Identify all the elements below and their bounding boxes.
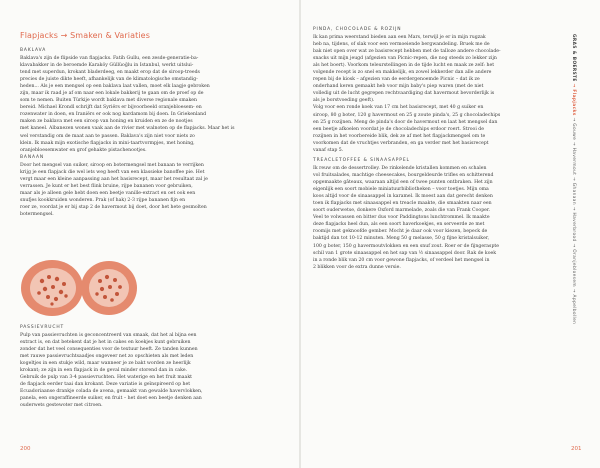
text-line: 2 blikken voor de extra dunne versie. — [313, 264, 401, 270]
page-number-left: 200 — [20, 446, 31, 452]
text-line: panela, een ongeraffineerde suiker, en fruit – het doet een beetje denken aan — [20, 396, 202, 402]
text-line: schil van 1 grote sinaasappel en het sap van ½ sinaasappel door. Rak de koek — [313, 250, 497, 256]
text-line: toen ik flapjacks met sinaasappel en treacle maakte, die smaakten naar een — [313, 201, 492, 207]
section-heading-baklava: BAKLAVA — [20, 48, 47, 53]
text-line: als je borstvoeding geeft). — [313, 98, 375, 104]
text-line: rozenwater in doen, en Iraniërs er ook nog kardamom bij doen. In Griekenland — [20, 112, 207, 118]
passionfruit-half-left — [21, 260, 83, 316]
text-line: roer ze, voordat je er bij stap 2 de havermout bij doet, door het hete gesmolten — [20, 205, 207, 211]
text-line: verrassen. Je kunt er het best flink bruine, rijpe bananen voor gebruiken, — [20, 184, 193, 190]
page-number-right: 201 — [571, 446, 582, 452]
text-line: repen bij de kiosk – afgezien van de eerdergenoemde Picnic – dat ik ze — [313, 77, 480, 83]
text-line: eigenlijk een soort mobiele miniatuurbibliotheken – voor toetjes. Mijn oma — [313, 187, 489, 193]
text-line: de flapjack eerder taai dan krokant. Deze variatie is geïnspireerd op het — [20, 382, 191, 388]
text-line: met kaneel. Albanezen wonen vaak aan de rivier met walnoten op de flapjacks. Maar het is — [20, 126, 235, 132]
text-line: 100 g boter, 150 g havermoutvlokken en een snuf zout. Roer er de fijngeraspte — [313, 243, 500, 249]
text-line: klavabakker in de beroemde Karaköy Güllüoğlu in Istanbul, werkt uitslui- — [20, 63, 194, 69]
page-title: Flapjacks → Smaken & Variaties — [20, 31, 150, 40]
text-line: extract is, en dat betekent dat je het in cakes en koekjes kunt gebruiken — [20, 340, 191, 346]
text-line: koos altijd voor de sinaasappel in karamel. Ik moest aan dat gerecht denken — [313, 194, 493, 200]
text-line: Ecuadoriaanse drankje colada de avena, gemaakt van gewalde havervlokken, — [20, 389, 203, 395]
text-line: klein. Ik maak mijn exotische flapjacks in mini-taartvormpjes, met honing, — [20, 140, 195, 146]
text-line: maar als je alleen gele hebt doen een beetje vanille-extract en oet ook een — [20, 191, 196, 197]
text-line: krijg je een flapjack die wel iets weg heeft van een klassieke banoffee pie. Het — [20, 170, 205, 176]
text-line: wel verstandig om de maat aan te passen. Baklava's zijn niet voor niets zo — [20, 133, 195, 139]
text-line: vol fruitsalades, machtige cheesecakes, bourgeldeurde trifles en schitterend — [313, 173, 494, 179]
text-line: soort ouderwetse, donkere Oxford marmelade, zoals die van Frank Cooper. — [313, 208, 491, 214]
text-line: in a ronde blik van 20 cm voor gewone flapjacks, of verdeel het mengsel in — [313, 257, 490, 263]
text-line: ouderwets gestewoter met citroen. — [20, 403, 103, 409]
text-line: deze flapjacks heel dun, als een soort haverkoekjes, en serveerde ze met — [313, 222, 485, 228]
text-line: som te nemen. Buiten Türkije wordt baklava met diverse regionale smaken — [20, 98, 198, 104]
text-line: Ik reuw om de dessertrolley. De rinkelende kristallen kommen en schalen — [313, 166, 487, 171]
section-heading-treacle: TREACLETOFFEE & SINAASAPPEL — [313, 158, 410, 163]
text-line: Veel te volwassen en bitter dus voor Paddingtons lunchtrommel. Ik maakte — [313, 215, 490, 221]
text-line: botermengsel. — [20, 212, 54, 218]
text-line: vergt maar een kleine aanpassing aan het basisrecept, maar het resultaat zal je — [20, 177, 208, 183]
text-line: onderhand keren gemaakt heb voor mijn baby's piep waren (met de niet — [313, 84, 484, 90]
section-heading-pinda: PINDA, CHOCOLADE & ROZIJN — [313, 27, 402, 32]
section-heading-banaan: BANAAN — [20, 155, 45, 160]
text-line: opgemaakte gâteaux, waaraan altijd een of twee punten ontbraken. Het zijn — [313, 180, 493, 186]
text-line: volledig uit de lucht gegrepen rechtvaardiging dat havermout bevorderlijk is — [313, 91, 495, 97]
text-line: zijn, maar ik raad je af om naar een lokale bakkerij te gaan om de proef op de — [20, 91, 204, 97]
text-line: tend met superdun, krokant bladerdeeg, en maakt erop dat de siroop-treeds — [20, 70, 200, 76]
passionfruit-illustration — [18, 257, 140, 319]
text-line: Ik kan prima weerstand bieden aan een Mars, terwijl je er in mijn rugzak — [313, 35, 486, 40]
text-line: heb na, tijdens, of slak voor een vermoeiende bergwandeling. Bruek me de — [313, 42, 490, 48]
text-line: zonder dat het veel consequenties voor de textuur heeft. Ze tanden kunnen — [20, 347, 198, 353]
section-heading-passievrucht: PASSIEVRUCHT — [20, 325, 65, 330]
text-line: voorkomen dat de vruchtjes verbranden, en ga verder met het basisrecept — [313, 140, 489, 146]
side-tab-current: → Flapjacks — [571, 83, 576, 116]
text-line: met rauwe passievruchtsaadjes ongeveer net zo opschieten als met leden — [20, 354, 194, 360]
text-line: Baklava's zijn de flipside van flapjacks. Fatih Gullu, een zesde-generatie-ba- — [20, 56, 199, 61]
text-line: als het boert). Voorkom teleurstellingen in de tijde lucht en maak ze zelf: het — [313, 63, 495, 69]
side-tab-text — [571, 34, 576, 324]
text-line: volgende recept is zo snel en makkelijk, en zowel lekkerder dan alle andere — [313, 70, 492, 76]
text-line: Pulp van passievruchten is geconcentreerd van smaak, dat het al bijna een — [20, 333, 197, 338]
text-line: kogeltjes in een stukje wild, maar wanneer je ze bakt worden ze heerlijk — [20, 361, 191, 367]
text-line: siroop, 80 g boter, 120 g havermout en 25 g zoute pinda's, 25 g chocoladechips — [313, 112, 501, 118]
text-line: en 25 g rozijnen. Meng de pinda's door de havermout en laat het mengsel dan — [313, 119, 498, 125]
left-page — [0, 0, 299, 468]
text-line: Door het mengsel van suiker, siroop en botermengsel met banaan te verrijken — [20, 163, 204, 168]
text-line: een beetje afkoelen voordat je de chocoladechips erdoor roert. Strooi de — [313, 126, 485, 132]
section-body-banaan — [20, 162, 272, 218]
text-line: snacks uit mijn jeugd (afgezien van Picnic-repen, die nog steeds zo lekker zijn — [313, 56, 497, 62]
text-line: Gebruik de pulp van 3-4 passievruchten. Het waterige en het fruit maakt — [20, 375, 193, 381]
side-tab-trail: → Gouwe → Havermout → Ghanaan → Haverbrood → Oranjebloesem → Appelbollen — [571, 117, 576, 325]
text-line: roomijs met geknoofde gember. Mocht je daar ook voor kiezen, bepeck de — [313, 229, 488, 235]
text-line: heden... Als je een mengsel op een baklava laat vallen, moet elk laagje gebroken — [20, 84, 210, 90]
text-line: bereid. Michael Krondl schrijft dat Syriërs er bijvoorbeeld oranjebloesem- en — [20, 105, 202, 111]
text-line: rozijnen in het voorbereide blik, dek ze af met het flapjackmengsel om te — [313, 133, 486, 139]
chapter-side-tab — [568, 34, 576, 334]
text-line: vanaf stap 5. — [313, 147, 344, 153]
text-line: bak niet open over wat ze basisrecept hebben met de talloze andere chocolade- — [313, 49, 501, 55]
text-line: oranjebloesemwater en grof gehakte pistachenootjes. — [20, 147, 147, 153]
section-body-passievrucht — [20, 332, 272, 410]
text-line: krokant; ze zijn in een flapjack in de geval minder storend dan in cake. — [20, 368, 188, 374]
side-tab-chapter: GRAS & BOERSTE — [571, 34, 576, 82]
section-body-treacle — [313, 165, 565, 271]
right-page — [301, 0, 600, 468]
text-line: snufjes kookkruiden wonderen. Prak (of hak) 2-3 rijpe bananen fijn en — [20, 198, 186, 204]
text-line: Volg voor een ronde koek van 17 cm het basisrecept, met 40 g suiker en — [313, 105, 484, 111]
text-line: precies de juiste dikte heeft, afhankelijk van de klimatologische omstandig- — [20, 77, 198, 83]
section-body-pinda — [313, 34, 565, 154]
passionfruit-half-right — [81, 261, 137, 315]
text-line: baktijd dan tot 10-12 minuten. Meng 50 g melasse, 50 g fijne kristalsuiker, — [313, 236, 490, 242]
section-body-baklava — [20, 55, 272, 154]
text-line: maken ze baklava met een siroop van honing en kruiden en ze de nootjes — [20, 119, 193, 125]
